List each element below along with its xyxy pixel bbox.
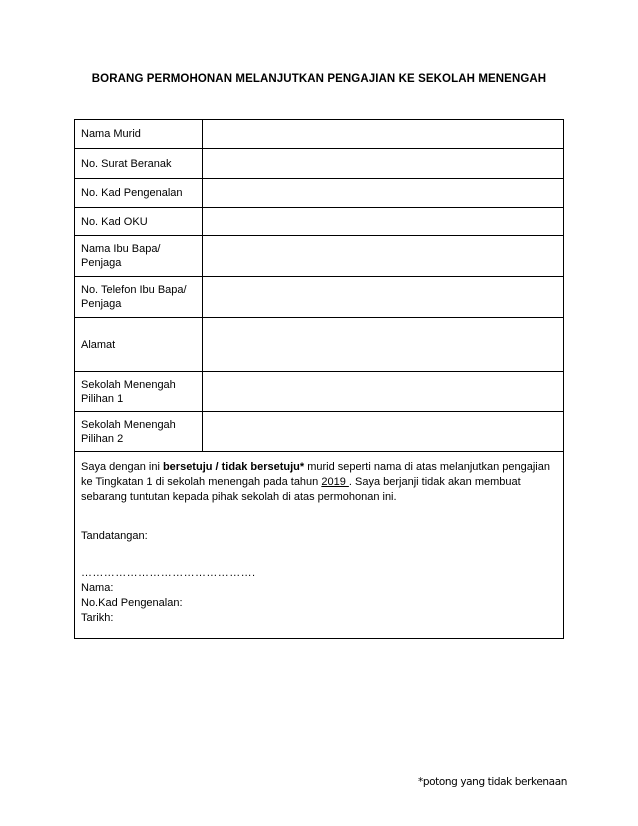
ic-number-field[interactable] xyxy=(203,179,564,208)
table-row xyxy=(75,318,564,372)
parent-name-label-line2: Penjaga xyxy=(81,257,122,269)
consent-year: 2019 xyxy=(321,476,349,488)
school-choice-2-label-line1: Sekolah Menengah xyxy=(81,418,176,431)
birth-cert-label: No. Surat Beranak xyxy=(75,149,203,179)
school-choice-2-label xyxy=(75,412,203,452)
parent-name-field[interactable] xyxy=(203,236,564,277)
parent-name-label xyxy=(75,236,203,277)
signature-line[interactable]: ………………………………………. xyxy=(81,567,256,579)
ic-number-label: No. Kad Pengenalan xyxy=(75,179,203,208)
student-name-field[interactable] xyxy=(203,120,564,149)
table-row xyxy=(75,452,564,639)
address-label: Alamat xyxy=(75,318,203,372)
birth-cert-field[interactable] xyxy=(203,149,564,179)
oku-card-label: No. Kad OKU xyxy=(75,208,203,236)
table-row xyxy=(75,179,564,208)
signature-label: Tandatangan: xyxy=(81,530,148,542)
parent-phone-label xyxy=(75,277,203,318)
consent-text-after: . Saya berjanji tidak akan membuat sebarang tuntutan kepada pihak sekolah di atas permohonan ini. xyxy=(81,476,521,503)
consent-statement xyxy=(81,460,557,505)
table-row xyxy=(75,208,564,236)
consent-text-middle: murid seperti nama di atas melanjutkan pengajian ke Tingkatan 1 di sekolah menengah pada tahun xyxy=(81,461,550,488)
school-choice-2-field[interactable] xyxy=(203,412,564,452)
table-row xyxy=(75,120,564,149)
signer-ic-label: No.Kad Pengenalan: xyxy=(81,597,183,609)
school-choice-1-label-line2: Pilihan 1 xyxy=(81,392,124,405)
form-title: BORANG PERMOHONAN MELANJUTKAN PENGAJIAN KE SEKOLAH MENENGAH xyxy=(91,73,547,85)
consent-choice[interactable]: bersetuju / tidak bersetuju* xyxy=(162,461,305,473)
table-row xyxy=(75,236,564,277)
school-choice-1-label xyxy=(75,372,203,412)
date-label: Tarikh: xyxy=(81,612,114,624)
table-row xyxy=(75,277,564,318)
school-choice-1-field[interactable] xyxy=(203,372,564,412)
parent-phone-field[interactable] xyxy=(203,277,564,318)
signer-name-label: Nama: xyxy=(81,582,114,594)
parent-phone-label-line2: Penjaga xyxy=(81,298,122,310)
school-choice-2-label-line2: Pilihan 2 xyxy=(81,432,124,445)
footnote: *potong yang tidak berkenaan xyxy=(418,776,567,788)
consent-section xyxy=(75,452,564,639)
oku-card-field[interactable] xyxy=(203,208,564,236)
school-choice-1-label-line1: Sekolah Menengah xyxy=(81,378,176,391)
parent-name-label-line1: Nama Ibu Bapa/ xyxy=(81,243,161,255)
table-row xyxy=(75,149,564,179)
application-form-table xyxy=(74,119,564,639)
parent-phone-label-line1: No. Telefon Ibu Bapa/ xyxy=(81,284,187,296)
table-row xyxy=(75,412,564,452)
address-field[interactable] xyxy=(203,318,564,372)
student-name-label: Nama Murid xyxy=(75,120,203,149)
consent-text-before: Saya dengan ini xyxy=(81,461,163,473)
table-row xyxy=(75,372,564,412)
